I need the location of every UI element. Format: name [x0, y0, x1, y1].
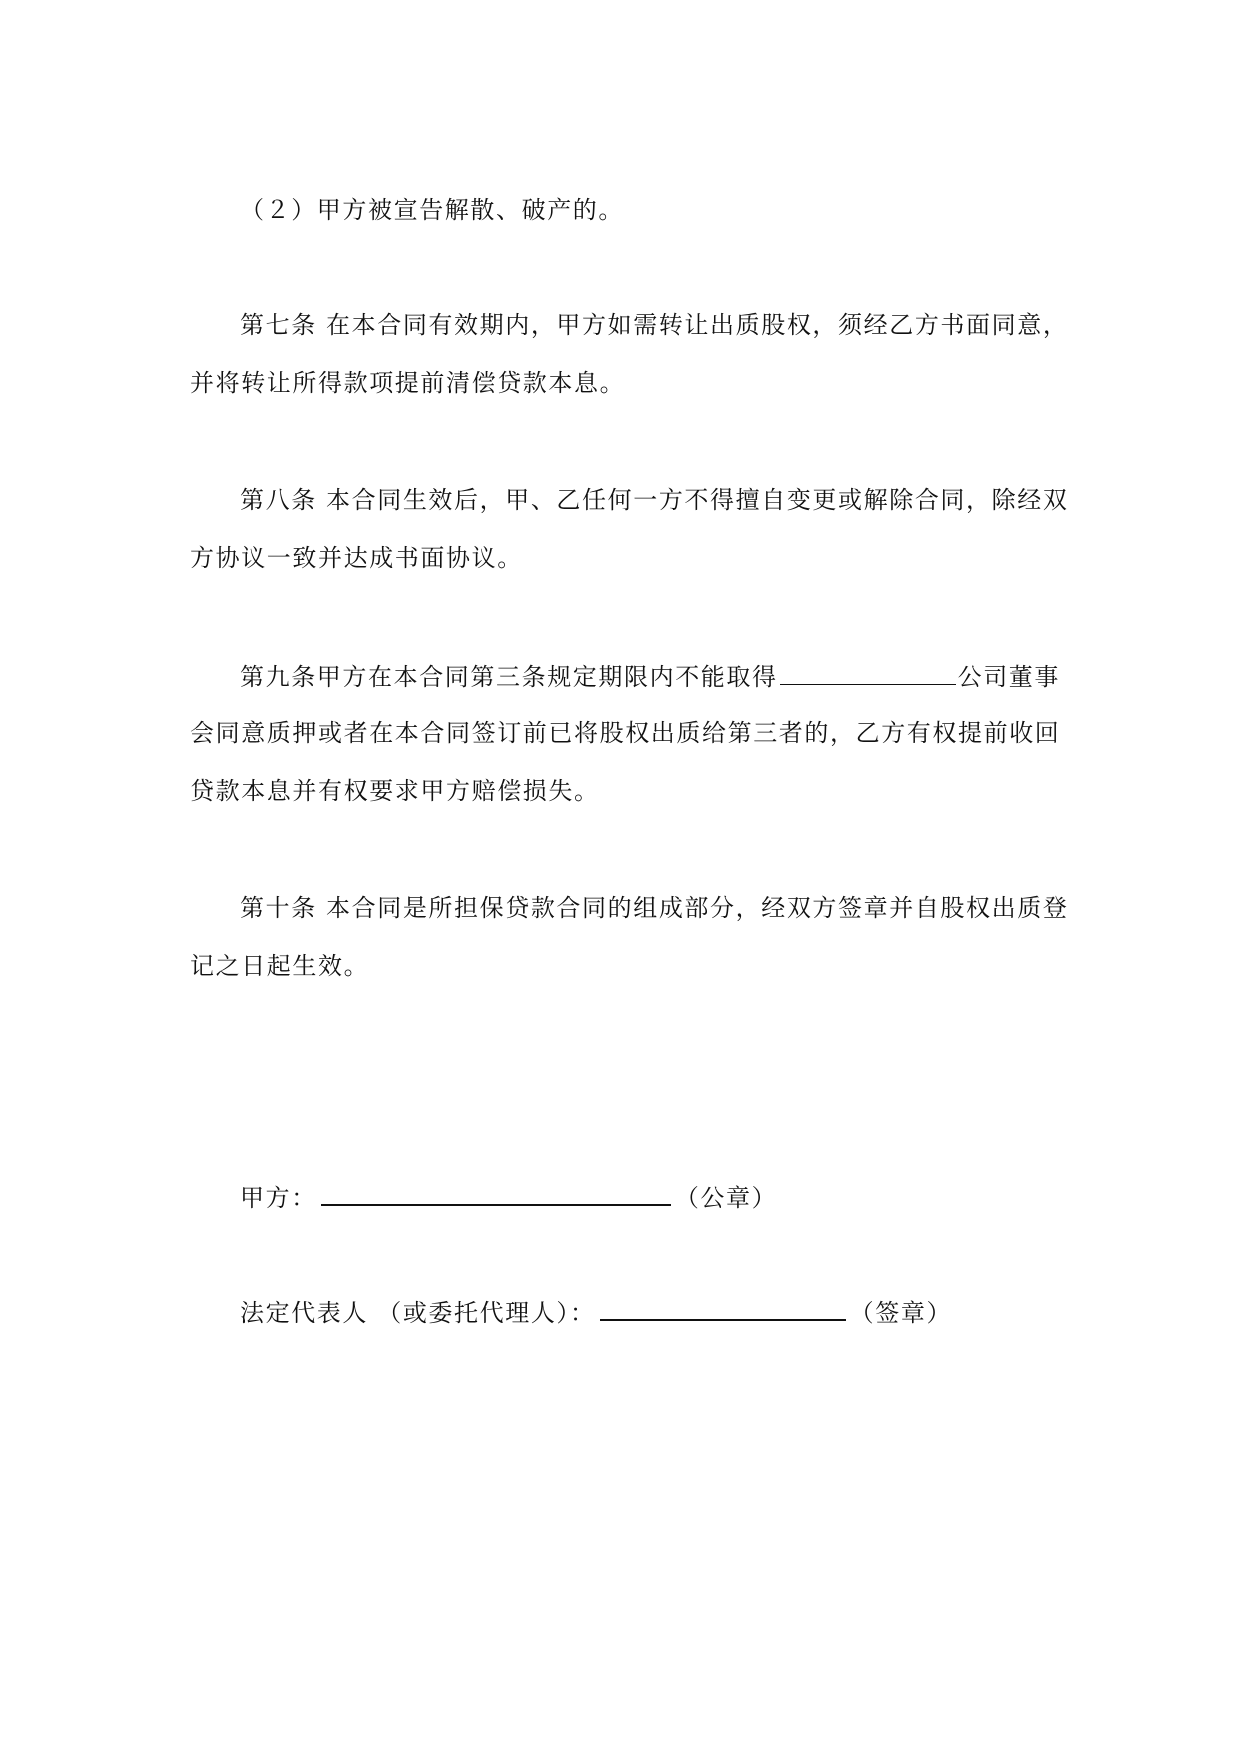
article-9-line-1: [240, 660, 1060, 692]
party-a-blank: [321, 1180, 671, 1206]
party-a-label: 甲方：: [240, 1184, 317, 1212]
article-9-text-after-blank: 公司董事: [957, 663, 1061, 691]
representative-signature-line: [240, 1295, 952, 1328]
representative-blank: [600, 1295, 846, 1321]
party-a-signature-line: [240, 1180, 777, 1213]
clause-item-2: （２）甲方被宣告解散、破产的。: [240, 196, 624, 224]
party-a-seal-note: （公章）: [674, 1184, 778, 1212]
representative-label: 法定代表人 （或委托代理人）：: [240, 1299, 596, 1327]
article-8-line-1: 第八条 本合同生效后，甲、乙任何一方不得擅自变更或解除合同，除经双: [240, 486, 1069, 514]
article-9-line-3: 贷款本息并有权要求甲方赔偿损失。: [190, 777, 600, 805]
article-9-text-before-blank: 第九条甲方在本合同第三条规定期限内不能取得: [240, 663, 778, 691]
article-7-line-2: 并将转让所得款项提前清偿贷款本息。: [190, 369, 626, 397]
article-8-line-2: 方协议一致并达成书面协议。: [190, 544, 523, 572]
company-name-blank: [780, 660, 956, 685]
article-7-line-1: 第七条 在本合同有效期内，甲方如需转让出质股权，须经乙方书面同意，: [240, 311, 1069, 339]
article-10-line-1: 第十条 本合同是所担保贷款合同的组成部分，经双方签章并自股权出质登: [240, 894, 1069, 922]
article-10-line-2: 记之日起生效。: [190, 952, 370, 980]
representative-seal-note: （签章）: [849, 1299, 953, 1327]
article-9-line-2: 会同意质押或者在本合同签订前已将股权出质给第三者的，乙方有权提前收回: [190, 719, 1061, 747]
